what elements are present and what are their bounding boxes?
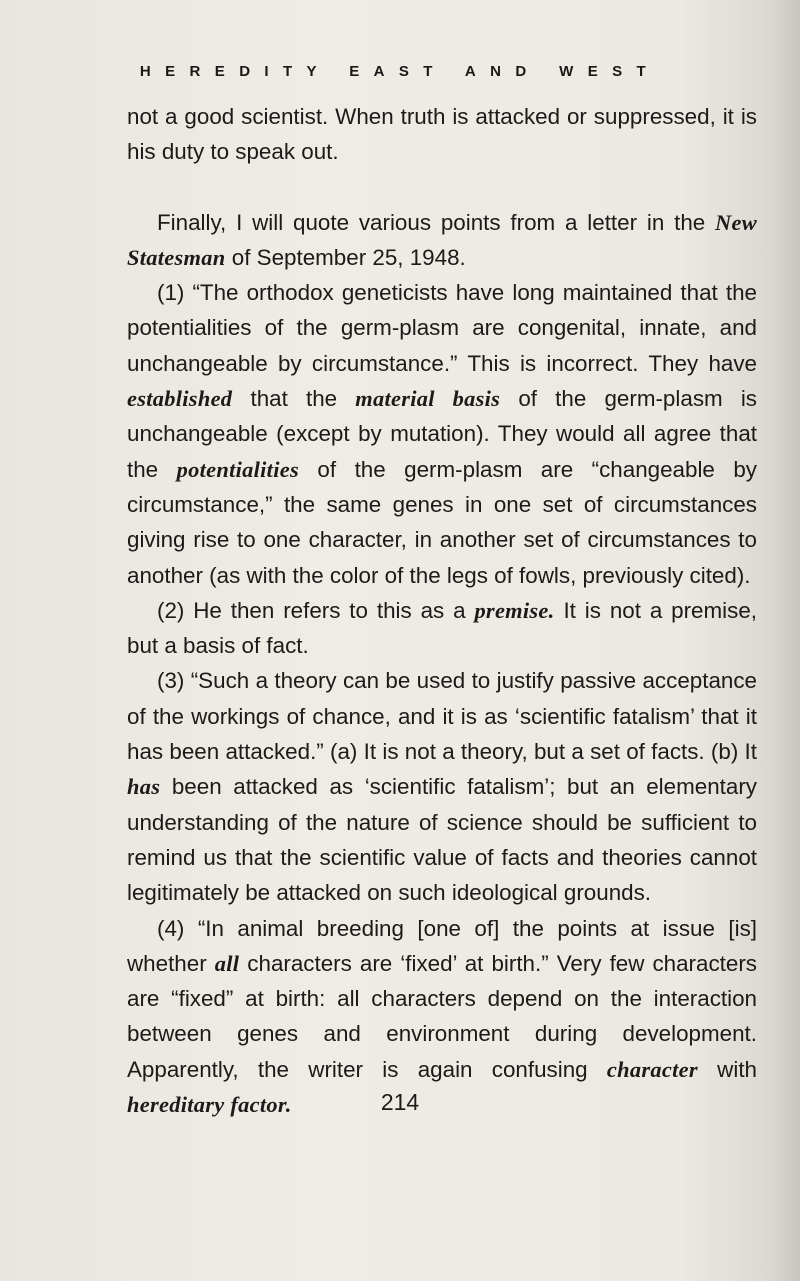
paragraph: not a good scientist. When truth is attacked or suppressed, it is his duty to speak out. <box>127 104 757 165</box>
italic-text: premise. <box>474 597 555 623</box>
italic-text: potentialities <box>176 456 299 482</box>
paragraph: (2) He then refers to this as a premise. It is not a premise, but a basis of fact. <box>127 597 758 659</box>
italic-text: all <box>214 950 240 976</box>
paragraph: (1) “The orthodox geneticists have long maintained that the potentialities of the germ-plasm are congenital, innate, and unchangeable by circumstance.” This is incorrect. They have established that the material basis of the germ-plasm is unchangeable (except by mutation). They would all agree that the potentialities of the germ-plasm are “changeable by circumstance,” the same genes in one set of circumstances giving rise to one character, in another set of circumstances to another (as with the color of the legs of fowls, previously cited). <box>127 280 757 588</box>
italic-text: hereditary factor. <box>127 1092 292 1118</box>
italic-text: character <box>606 1056 698 1082</box>
italic-text: New Statesman <box>127 209 757 270</box>
italic-text: has <box>127 774 161 800</box>
italic-text: established <box>127 386 233 412</box>
paragraph: (4) “In animal breeding [one of] the points at issue [is] whether all characters are ‘fixed’ at birth.” Very few characters are “fixed” at birth: all characters depend on the interaction between genes and environment during development. Apparently, the writer is again confusing character with hereditary factor. <box>127 915 757 1118</box>
italic-text: material basis <box>355 386 501 412</box>
page-number: 214 <box>380 1089 420 1115</box>
paragraph: (3) “Such a theory can be used to justify passive acceptance of the workings of chance, and it is as ‘scientific fatalism’ that it has been attacked.” (a) It is not a theory, but a set of facts. (b) It has been attacked as ‘scientific fatalism’; but an elementary understanding of the nature of science should be sufficient to remind us that the scientific value of facts and theories cannot legitimately be attacked on such ideological grounds. <box>127 668 757 906</box>
body-text <box>127 99 757 1122</box>
running-head: HEREDITY EAST AND WEST <box>139 63 661 80</box>
paragraph: Finally, I will quote various points from a letter in the New Statesman of September 25, 1948. <box>127 209 757 270</box>
